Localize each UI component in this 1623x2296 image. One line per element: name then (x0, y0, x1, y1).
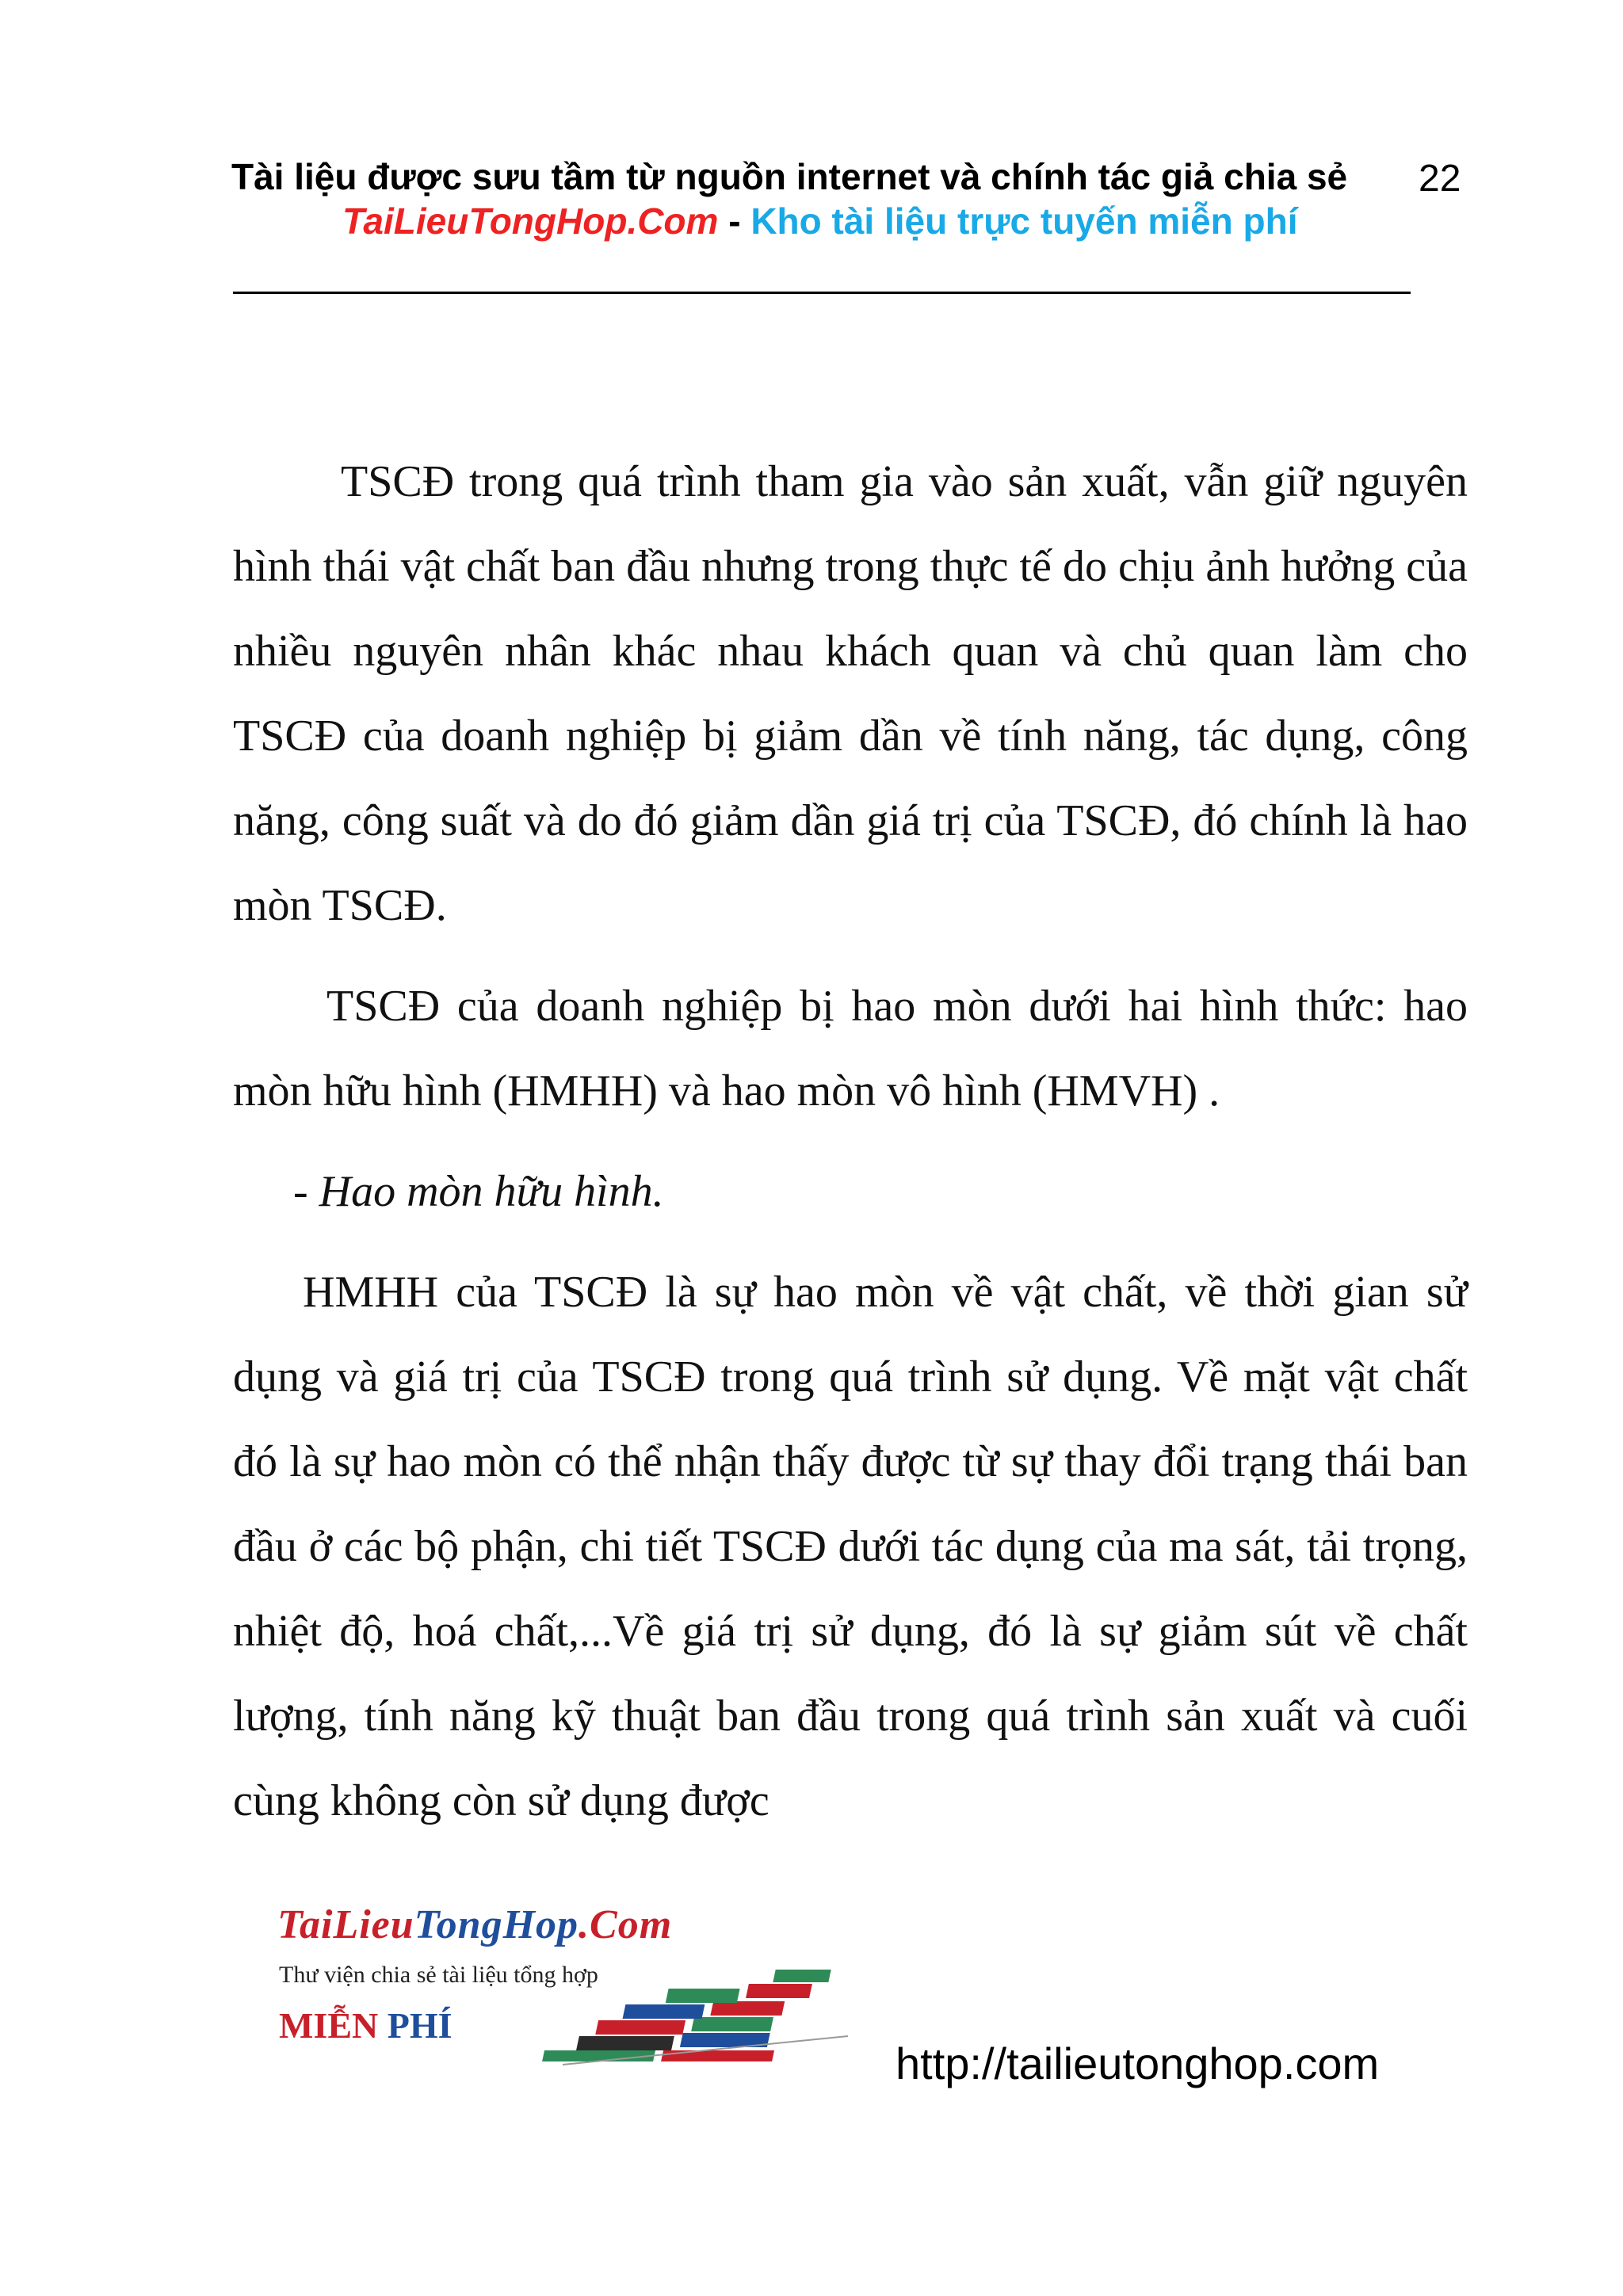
logo-subtitle: Thư viện chia sẻ tài liệu tổng hợp (279, 1962, 598, 1988)
header-title: Tài liệu được sưu tầm từ nguồn internet và chính tác giả chia sẻ (231, 156, 1348, 197)
logo-title-part3: .Com (579, 1902, 673, 1947)
logo-title-part2: TongHop (414, 1902, 579, 1947)
logo-free-part2: PHÍ (378, 2005, 453, 2046)
paragraph-3: HMHH của TSCĐ là sự hao mòn về vật chất, về thời gian sử dụng và giá trị của TSCĐ trong quá trình sử dụng. Về mặt vật chất đó là sự hao mòn có thể nhận thấy được từ sự thay đổi trạng thái ban đầu ở các bộ phận, chi tiết TSCĐ dưới tác dụng của ma sát, tải trọng, nhiệt độ, hoá chất,...Về giá trị sử dụng, đó là sự giảm sút về chất lượng, tính năng kỹ thuật ban đầu trong quá trình sản xuất và cuối cùng không còn sử dụng được (233, 1268, 1468, 1825)
logo-free-part1: MIỄN (279, 2005, 379, 2046)
footer-logo[interactable] (277, 1901, 880, 2068)
books-icon (515, 1965, 864, 2068)
header-separator: - (718, 200, 751, 242)
footer-url-link[interactable]: http://tailieutonghop.com (896, 2039, 1380, 2088)
document-body (233, 440, 1468, 1844)
logo-title-part1: TaiLieu (277, 1902, 414, 1947)
paragraph-1: TSCĐ trong quá trình tham gia vào sản xuất, vẫn giữ nguyên hình thái vật chất ban đầu nhưng trong thực tế do chịu ảnh hưởng của nhiều nguyên nhân khác nhau khách quan và chủ quan làm cho TSCĐ của doanh nghiệp bị giảm dần về tính năng, tác dụng, công năng, công suất và do đó giảm dần giá trị của TSCĐ, đó chính là hao mòn TSCĐ. (233, 457, 1468, 930)
header-tagline: Kho tài liệu trực tuyến miễn phí (750, 200, 1298, 242)
logo-title (277, 1901, 672, 1948)
logo-free-label (279, 2004, 453, 2046)
paragraph-2: TSCĐ của doanh nghiệp bị hao mòn dưới hai hình thức: hao mòn hữu hình (HMHH) và hao mòn vô hình (HMVH) . (233, 982, 1468, 1116)
header-divider (233, 292, 1411, 294)
header-site-link[interactable]: TaiLieuTongHop.Com (342, 200, 719, 242)
bullet-heading: - Hao mòn hữu hình. (293, 1167, 664, 1216)
page-number: 22 (1419, 158, 1461, 200)
header-brand-line (342, 200, 1531, 242)
